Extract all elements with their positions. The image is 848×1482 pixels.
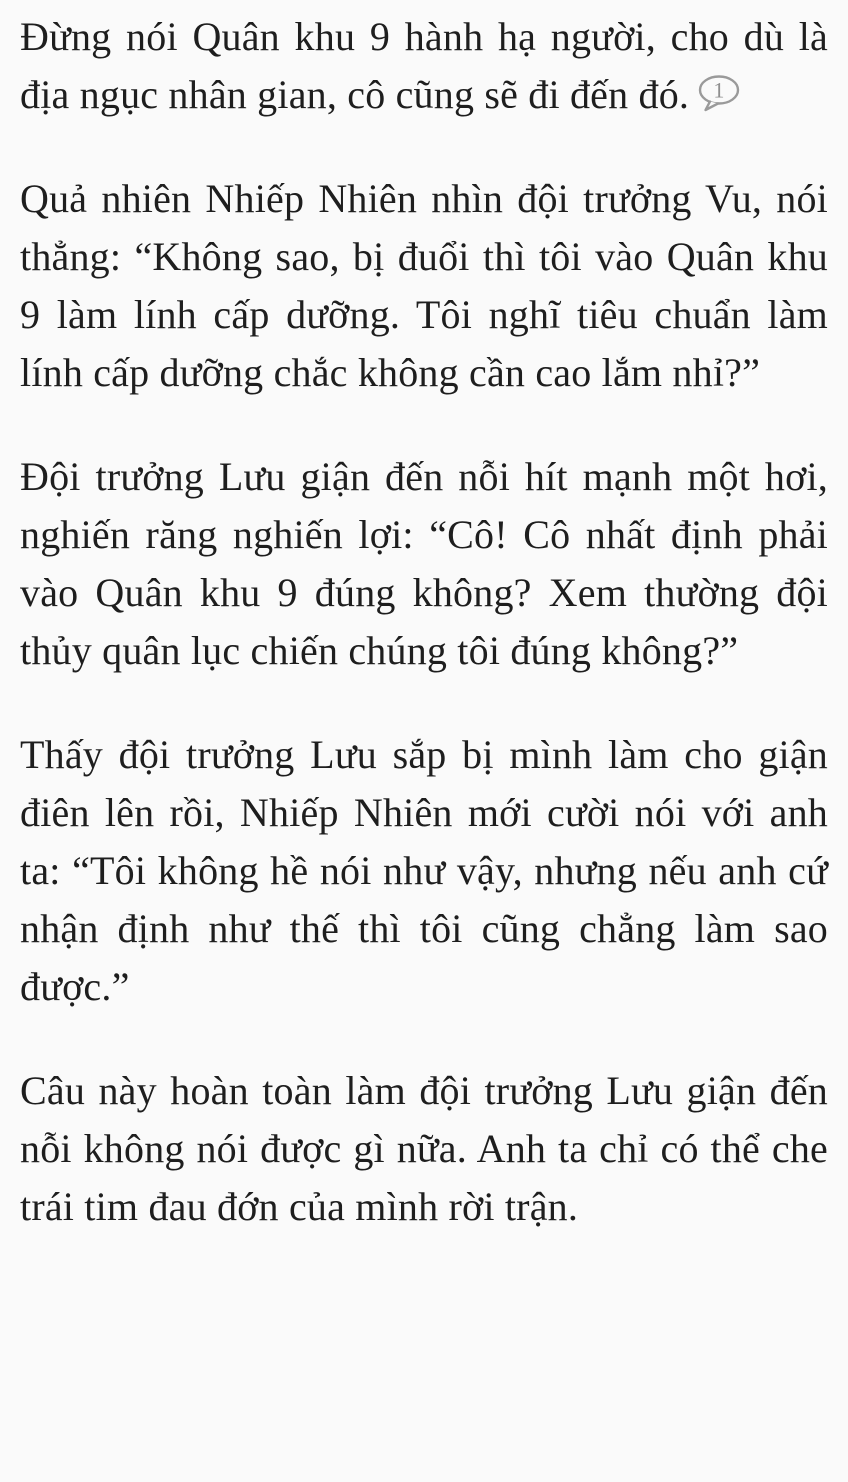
paragraph: Câu này hoàn toàn làm đội trưởng Lưu giận đến nỗi không nói được gì nữa. Anh ta chỉ có thể che trái tim đau đớn của mình rời trận.	[20, 1068, 828, 1229]
paragraph	[20, 8, 828, 124]
comment-bubble-icon[interactable]	[697, 74, 741, 114]
paragraph: Quả nhiên Nhiếp Nhiên nhìn đội trưởng Vu, nói thẳng: “Không sao, bị đuổi thì tôi vào Quân khu 9 làm lính cấp dưỡng. Tôi nghĩ tiêu chuẩn làm lính cấp dưỡng chắc không cần cao lắm nhỉ?”	[20, 176, 828, 395]
paragraph-text: Đừng nói Quân khu 9 hành hạ người, cho dù là địa ngục nhân gian, cô cũng sẽ đi đến đó.	[20, 14, 828, 117]
annotation-number: 1	[713, 77, 725, 103]
paragraph: Đội trưởng Lưu giận đến nỗi hít mạnh một hơi, nghiến răng nghiến lợi: “Cô! Cô nhất định phải vào Quân khu 9 đúng không? Xem thường đội thủy quân lục chiến chúng tôi đúng không?”	[20, 454, 828, 673]
paragraph: Thấy đội trưởng Lưu sắp bị mình làm cho giận điên lên rồi, Nhiếp Nhiên mới cười nói với anh ta: “Tôi không hề nói như vậy, nhưng nếu anh cứ nhận định như thế thì tôi cũng chẳng làm sao được.”	[20, 732, 828, 1009]
